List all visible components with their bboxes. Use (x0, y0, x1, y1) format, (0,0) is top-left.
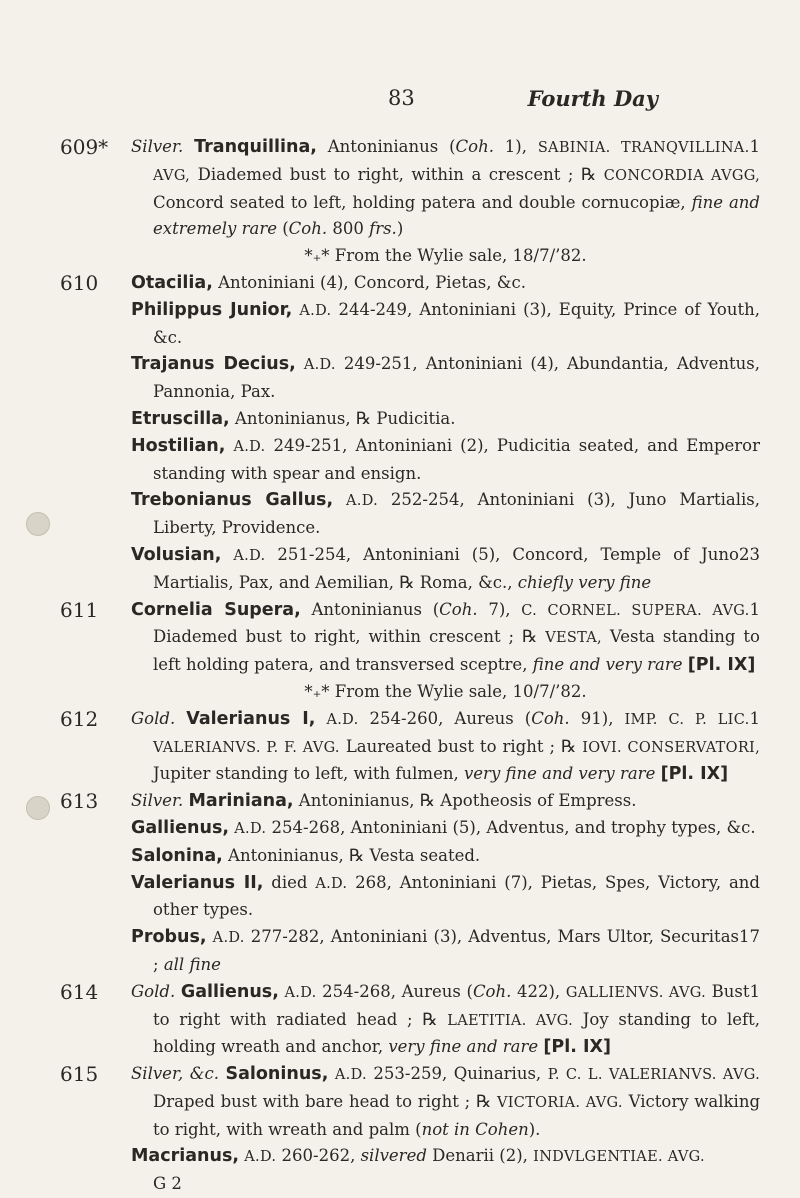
ruler-name: Hostilian, (131, 435, 226, 456)
entry-text: 244-249, Antoniniani (3), Equity, Prince of Youth, &c. (153, 299, 760, 347)
binding-hole-top (26, 512, 50, 536)
legend-text: VESTA, (545, 630, 602, 647)
lot-609 (60, 134, 760, 270)
entry-text (221, 545, 233, 564)
entry-text: 251-254, Antoniniani (5), Concord, Temple of Juno Martialis, Pax, and Aemilian, (153, 544, 739, 592)
italic-text: fine and very rare (532, 655, 683, 675)
ruler-name: Macrianus, (131, 1146, 240, 1167)
page-number: 83 (388, 86, 415, 110)
italic-text: Silver. (131, 791, 184, 811)
legend-text: A.D. (315, 875, 348, 892)
legend-text: A.D. (303, 357, 336, 374)
entry-text: 252-254, Antoniniani (3), Juno Martialis, Liberty, Providence. (153, 490, 760, 538)
entry-text: Antoninianus, (293, 791, 420, 811)
entry-text: Roma, &c., (414, 572, 518, 592)
ruler-name: Probus, (131, 927, 207, 948)
coin-entry (131, 542, 760, 597)
entry-text (333, 490, 346, 509)
ruler-name: Salonina, (131, 845, 223, 866)
ruler-name: [Pl. IX] (543, 1037, 611, 1058)
lot-number: 615 (60, 1062, 99, 1087)
signature-mark: G 2 (153, 1174, 182, 1194)
entry-text: 260-262, (276, 1146, 361, 1166)
entry-text: 254-260, Aureus ( (358, 708, 532, 728)
entry-text: Pudicitia. (371, 408, 456, 428)
lot-614 (60, 979, 760, 1061)
coin-entry (131, 297, 760, 352)
entry-text: Vesta standing to left holding patera, and transversed sceptre, (153, 627, 760, 675)
coin-entry (131, 597, 760, 679)
entry-text: 277-282, Antoniniani (3), Adventus, Mars Ultor, Securitas ; (153, 927, 739, 974)
legend-text: VICTORIA. AVG. (497, 1094, 623, 1111)
coin-entry (131, 815, 760, 843)
italic-text: Silver, &c. (131, 1064, 219, 1084)
reverse-symbol: ℞ (419, 791, 436, 812)
entry-text: Apotheosis of Empress. (435, 791, 637, 811)
entry-text: ). (528, 1119, 541, 1139)
ruler-name: [Pl. IX] (687, 655, 756, 676)
entry-text (296, 354, 304, 373)
italic-text: Silver. (131, 137, 184, 156)
running-title: Fourth Day (527, 86, 658, 111)
legend-text: A.D. (284, 984, 317, 1001)
legend-text: P. C. L. VALERIANVS. AVG. (547, 1067, 760, 1084)
coin-entry (131, 433, 760, 488)
ruler-name: Trajanus Decius, (131, 354, 296, 375)
legend-text: A.D. (346, 493, 379, 510)
italic-text: all fine (163, 954, 221, 974)
entry-text: Bust to right with radiated head ; (153, 981, 750, 1029)
entry-text: Jupiter standing to left, with fulmen, (153, 764, 464, 784)
legend-text: IMP. C. P. LIC. VALERIANVS. P. F. AVG. (153, 711, 750, 756)
lot-610 (60, 270, 760, 597)
ruler-name: Volusian, (131, 544, 222, 565)
coin-entry (131, 487, 760, 542)
entry-text: Joy standing to left, holding wreath and anchor, (153, 1009, 761, 1057)
italic-text: Gold. (131, 708, 176, 728)
ruler-name: Gallienus, (131, 817, 230, 838)
lot-number: 609* (60, 135, 109, 159)
entry-text: Diademed bust to right, within a crescent ; (190, 164, 581, 184)
legend-text: A.D. (326, 711, 359, 728)
reverse-symbol: ℞ (399, 572, 415, 593)
coin-entry (131, 979, 760, 1061)
lot-number: 613 (60, 789, 99, 814)
entry-text (315, 709, 326, 728)
italic-text: chiefly very fine (517, 572, 652, 592)
entry-text: Vesta seated. (364, 845, 481, 865)
italic-text: Coh. (439, 599, 478, 619)
entry-text: ) (396, 219, 404, 239)
lot-number: 610 (60, 270, 99, 295)
legend-text: LAETITIA. AVG. (447, 1012, 574, 1029)
entry-text: 254-268, Aureus ( (316, 981, 473, 1001)
reverse-symbol: ℞ (560, 736, 577, 757)
entry-text: Victory walking to right, with wreath and palm ( (153, 1091, 761, 1139)
entry-text: 800 (327, 219, 370, 239)
lot-list (60, 134, 760, 1198)
reverse-symbol: ℞ (475, 1091, 492, 1112)
legend-text: IOVI. CONSERVATORI, (582, 739, 760, 756)
lot-611 (60, 597, 760, 706)
legend-text: A.D. (212, 930, 245, 947)
italic-text: very fine and very rare (463, 764, 656, 784)
coin-entry (131, 706, 760, 788)
ruler-name: Valerianus II, (131, 872, 264, 893)
page-header (0, 86, 800, 122)
entry-text: Antoniniani (4), Concord, Pietas, &c. (212, 272, 526, 292)
entry-text: Draped bust with bare head to right ; (153, 1091, 476, 1111)
entry-text: 91), (569, 708, 625, 728)
italic-text: silvered (360, 1146, 427, 1166)
lot-quantity: 1 (749, 599, 760, 619)
coin-entry (131, 351, 760, 406)
legend-text: A.D. (299, 302, 332, 319)
ruler-name: Cornelia Supera, (131, 599, 301, 620)
ruler-name: Saloninus, (225, 1064, 329, 1085)
lot-612 (60, 706, 760, 788)
italic-text: Coh. (455, 137, 494, 156)
ruler-name: Tranquillina, (194, 137, 317, 157)
legend-text: GALLIENVS. AVG. (565, 984, 707, 1001)
entry-text (183, 137, 194, 156)
reverse-symbol: ℞ (422, 1009, 438, 1030)
italic-text: Coh. (531, 708, 570, 728)
binding-hole-bottom (26, 796, 50, 820)
ruler-name: Philippus Junior, (131, 299, 293, 320)
provenance-note: *₊* From the Wylie sale, 10/7/’82. (304, 681, 587, 701)
ruler-name: Trebonianus Gallus, (131, 490, 334, 511)
legend-text: SABINIA. TRANQVILLINA. AVG, (153, 140, 750, 184)
lot-quantity: 1 (749, 137, 760, 156)
ruler-name: Valerianus I, (186, 708, 316, 729)
italic-text: fine and extremely rare (153, 192, 760, 239)
entry-text: 249-251, Antoniniani (4), Abundantia, Adventus, Pannonia, Pax. (153, 354, 761, 402)
provenance-note: *₊* From the Wylie sale, 18/7/’82. (304, 246, 587, 266)
legend-text: INDVLGENTIAE. AVG. (533, 1149, 705, 1166)
ruler-name: [Pl. IX] (660, 764, 729, 785)
entry-text: Laureated bust to right ; (339, 736, 561, 756)
lot-number: 612 (60, 706, 99, 731)
coin-entry (131, 270, 760, 297)
entry-text: Diademed bust to right, within crescent ; (153, 627, 522, 647)
reverse-symbol: ℞ (349, 845, 365, 866)
lot-615 (60, 1061, 760, 1171)
entry-text: 253-259, Quinarius, (366, 1064, 548, 1084)
lot-quantity: 17 (739, 927, 760, 947)
italic-text: Gold. (131, 981, 176, 1001)
entry-text: Concord seated to left, holding patera and double cornucopiæ, (153, 192, 692, 212)
entry-text: 249-251, Antoniniani (2), Pudicitia seated, and Emperor standing with spear and ensign. (153, 435, 760, 483)
entry-text (438, 1010, 448, 1029)
italic-text: Coh. (472, 981, 512, 1001)
entry-text (537, 627, 545, 646)
lot-number: 614 (60, 979, 99, 1004)
reverse-symbol: ℞ (355, 408, 372, 429)
italic-text: not in Cohen (421, 1119, 529, 1139)
coin-entry (131, 1061, 760, 1143)
ruler-name: Otacilia, (131, 272, 213, 293)
legend-text: A.D. (233, 438, 266, 455)
entry-text (175, 709, 186, 728)
entry-text: died (263, 872, 316, 892)
entry-text: Antoninianus, (229, 408, 356, 428)
lot-quantity: 1 (749, 981, 760, 1001)
coin-entry (131, 870, 760, 925)
reverse-symbol: ℞ (522, 627, 538, 648)
legend-text: C. CORNEL. SUPERA. AVG. (521, 602, 750, 619)
entry-text: 268, Antoniniani (7), Pietas, Spes, Victory, and other types. (153, 872, 760, 920)
entry-text: 254-268, Antoniniani (5), Adventus, and trophy types, &c. (266, 817, 756, 837)
lot-quantity: 23 (739, 544, 760, 564)
entry-text: Denarii (2), (426, 1146, 534, 1166)
entry-text: 1), (493, 137, 538, 156)
entry-text: 7), (477, 599, 522, 619)
ruler-name: Gallienus, (180, 981, 279, 1002)
coin-entry (131, 406, 760, 433)
coin-entry (131, 843, 760, 870)
entry-text: Antoninianus ( (300, 599, 440, 619)
entry-text: ( (276, 219, 289, 239)
entry-text: Antoninianus, (222, 845, 350, 865)
coin-entry (131, 788, 760, 815)
ruler-name: Mariniana, (188, 791, 294, 812)
italic-text: Coh. (288, 219, 328, 239)
ruler-name: Etruscilla, (131, 408, 230, 429)
legend-text: A.D. (233, 547, 266, 564)
coin-entry (131, 924, 760, 979)
coin-entry (131, 134, 760, 243)
reverse-symbol: ℞ (580, 164, 597, 185)
lot-613 (60, 788, 760, 979)
lot-quantity: 1 (749, 708, 760, 728)
entry-text: 422), (511, 981, 566, 1001)
entry-text (596, 165, 604, 184)
legend-text: A.D. (234, 820, 267, 837)
legend-text: A.D. (244, 1149, 277, 1166)
legend-text: A.D. (334, 1067, 367, 1084)
entry-text: Antoninianus ( (316, 137, 456, 156)
legend-text: CONCORDIA AVGG, (603, 167, 760, 184)
italic-text: very fine and rare (388, 1037, 539, 1057)
lot-number: 611 (60, 597, 99, 622)
italic-text: frs. (369, 219, 397, 239)
